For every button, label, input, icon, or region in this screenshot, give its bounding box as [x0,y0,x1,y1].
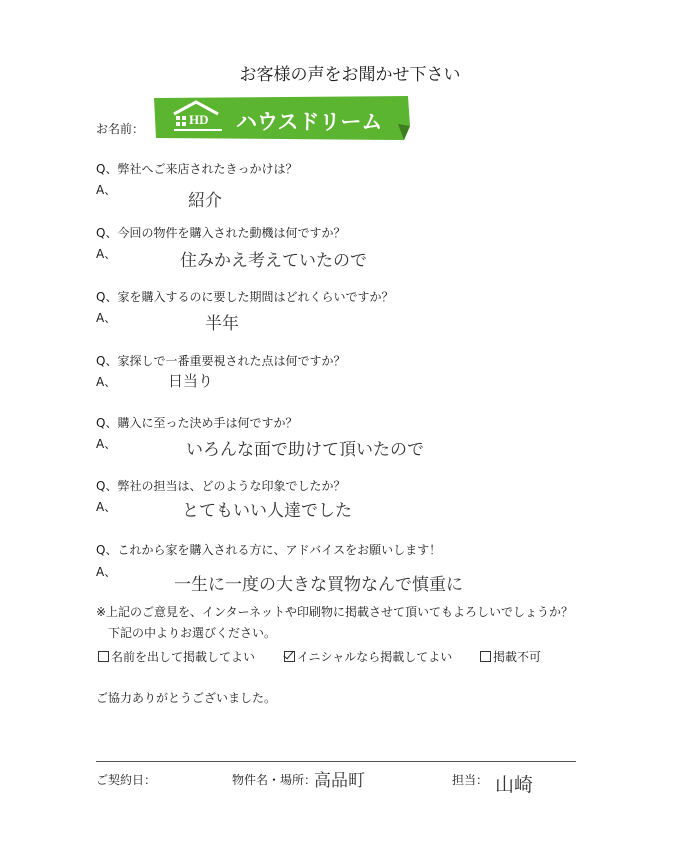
company-logo [152,96,412,140]
answer-3: 半年 [205,314,239,334]
option-no-publish[interactable]: 掲載不可 [480,648,541,665]
answer-label-2: A、 [96,247,117,261]
answer-4: 日当り [168,372,214,390]
property-label: 物件名・場所： [232,773,317,787]
staff-value: 山崎 [495,774,534,796]
name-label: お名前： [96,122,145,136]
footer-divider [96,761,576,762]
answer-1: 紹介 [188,191,222,211]
page-title: お客様の声をお聞かせ下さい [239,65,461,85]
option-name-ok[interactable]: 名前を出して掲載してよい [98,648,255,665]
answer-7: 一生に一度の大きな買物なんで慎重に [174,575,463,595]
question-4: Q、家探しで一番重要視された点は何ですか？ [96,354,346,368]
consent-instruction: 下記の中よりお選びください。 [108,626,277,640]
answer-label-1: A、 [96,183,117,197]
checkbox-name-ok[interactable] [98,651,109,662]
question-1: Q、弊社へご来店されたきっかけは？ [96,162,298,176]
question-5: Q、購入に至った決め手は何ですか？ [96,416,298,430]
logo-text: ハウスドリーム [236,110,383,134]
logo-mark: HD [189,112,209,127]
checkbox-no-publish[interactable] [480,651,491,662]
answer-label-4: A、 [96,375,117,389]
answer-label-7: A、 [96,565,117,579]
answer-label-6: A、 [96,500,117,514]
answer-2: 住みかえ考えていたので [180,251,367,271]
answer-label-5: A、 [96,437,117,451]
checkbox-initials-ok[interactable] [284,651,295,662]
question-7: Q、これから家を購入される方に、アドバイスをお願いします！ [96,543,442,557]
staff-label: 担当： [452,773,489,787]
answer-5: いろんな面で助けて頂いたので [186,440,424,460]
property-value: 高品町 [314,771,365,791]
question-3: Q、家を購入するのに要した期間はどれくらいですか？ [96,290,394,304]
contract-date-label: ご契約日： [96,773,157,787]
consent-question: ※上記のご意見を、インターネットや印刷物に掲載させて頂いてもよろしいでしょうか？ [96,605,573,619]
question-6: Q、弊社の担当は、どのような印象でしたか？ [96,479,346,493]
answer-6: とてもいい人達でした [182,501,352,521]
thanks-message: ご協力ありがとうございました。 [96,691,277,705]
option-initials-ok[interactable]: イニシャルなら掲載してよい [284,648,452,665]
question-2: Q、今回の物件を購入された動機は何ですか？ [96,226,346,240]
answer-label-3: A、 [96,311,117,325]
